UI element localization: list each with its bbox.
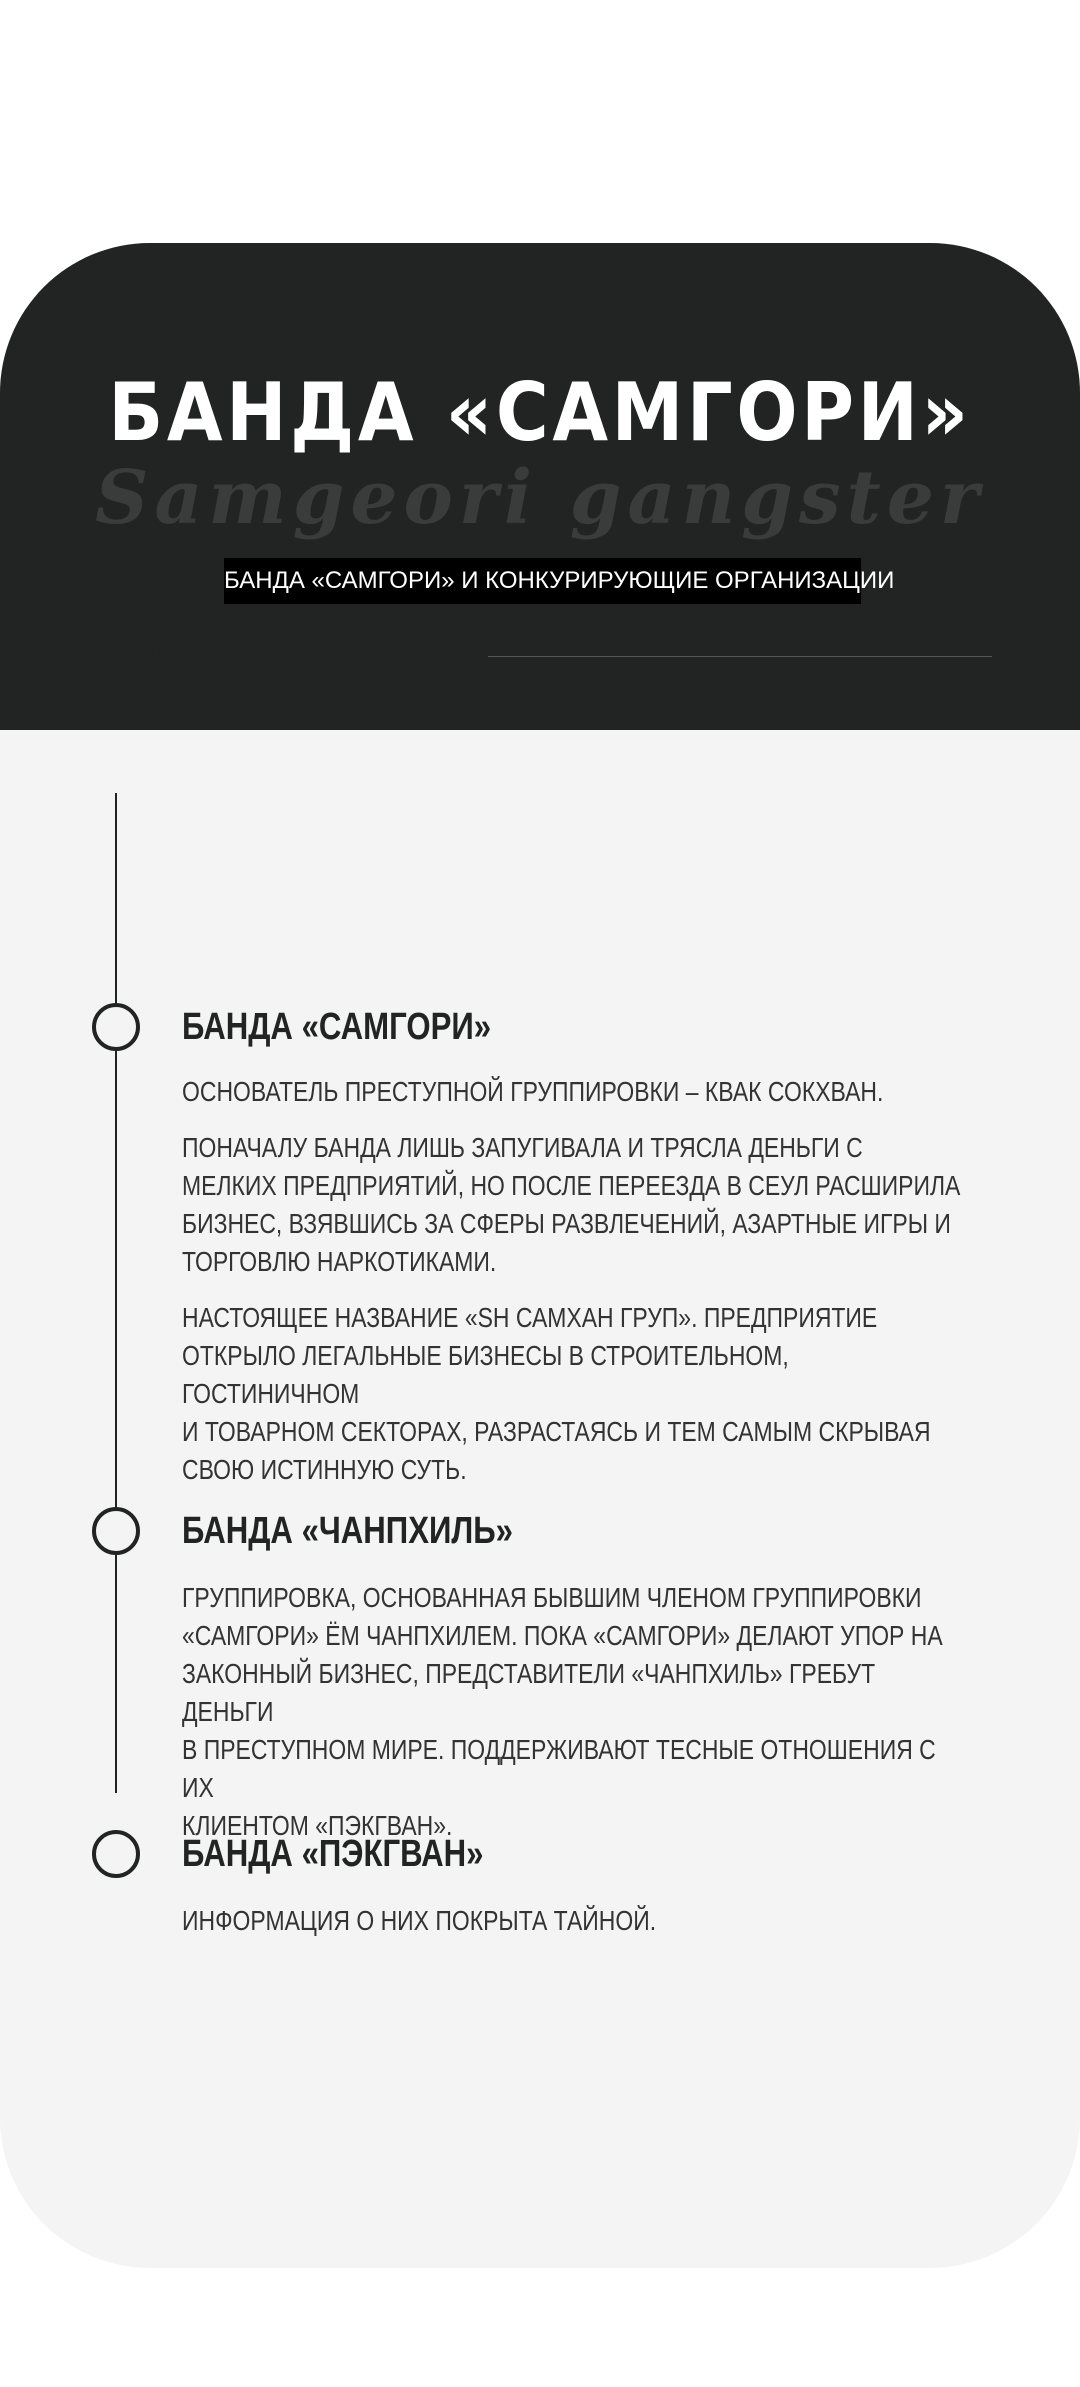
gang-description: НАСТОЯЩЕЕ НАЗВАНИЕ «SH САМХАН ГРУП». ПРЕДПРИЯТИЕ ОТКРЫЛО ЛЕГАЛЬНЫЕ БИЗНЕСЫ В СТРОИТЕЛЬНОМ, ГОСТИНИЧНОМ И ТОВАРНОМ СЕКТОРАХ, РАЗРАСТАЯСЬ И ТЕМ САМЫМ СКРЫВАЯ СВОЮ ИСТИННУЮ СУТЬ. — [182, 1302, 931, 1485]
gang-description: ГРУППИРОВКА, ОСНОВАННАЯ БЫВШИМ ЧЛЕНОМ ГРУППИРОВКИ «САМГОРИ» ЁМ ЧАНПХИЛЕМ. ПОКА «САМГОРИ» ДЕЛАЮТ УПОР НА ЗАКОННЫЙ БИЗНЕС, ПРЕДСТАВИТЕЛИ «ЧАНПХИЛЬ» ГРЕБУТ ДЕНЬГИ В ПРЕСТУПНОМ МИРЕ. ПОДДЕРЖИВАЮТ ТЕСНЫЕ ОТНОШЕНИЯ С ИХ КЛИЕНТОМ «ПЭКГВАН». — [182, 1582, 943, 1841]
content-card — [0, 243, 1080, 2268]
gang-entry — [182, 1830, 962, 1940]
timeline-marker — [92, 1830, 140, 1878]
gang-entry — [182, 1507, 962, 1845]
gang-description: ПОНАЧАЛУ БАНДА ЛИШЬ ЗАПУГИВАЛА И ТРЯСЛА ДЕНЬГИ С МЕЛКИХ ПРЕДПРИЯТИЙ, НО ПОСЛЕ ПЕРЕЕЗДА В СЕУЛ РАСШИРИЛА БИЗНЕС, ВЗЯВШИСЬ ЗА СФЕРЫ РАЗВЛЕЧЕНИЙ, АЗАРТНЫЕ ИГРЫ И ТОРГОВЛЮ НАРКОТИКАМИ. — [182, 1132, 961, 1277]
gang-entry — [182, 1003, 962, 1489]
gang-title: БАНДА «ЧАНПХИЛЬ» — [182, 1510, 513, 1552]
gang-title: БАНДА «ПЭКГВАН» — [182, 1833, 484, 1875]
section-title: ОПИСАНИЕ ГРУППИРОВОК — [50, 635, 450, 676]
gang-title: БАНДА «САМГОРИ» — [182, 1006, 492, 1048]
hero-subtitle: БАНДА «САМГОРИ» И КОНКУРИРУЮЩИЕ ОРГАНИЗАЦИИ — [224, 558, 861, 604]
gang-description: ОСНОВАТЕЛЬ ПРЕСТУПНОЙ ГРУППИРОВКИ – КВАК СОКХВАН. — [182, 1076, 884, 1107]
timeline-marker — [92, 1003, 140, 1051]
timeline-line — [115, 793, 117, 1793]
gang-timeline — [0, 243, 1080, 2268]
hero-watermark: Samgeori gangster — [95, 455, 985, 541]
gang-description: ИНФОРМАЦИЯ О НИХ ПОКРЫТА ТАЙНОЙ. — [182, 1905, 657, 1936]
hero-title: БАНДА «САМГОРИ» — [108, 366, 972, 459]
timeline-marker — [92, 1507, 140, 1555]
